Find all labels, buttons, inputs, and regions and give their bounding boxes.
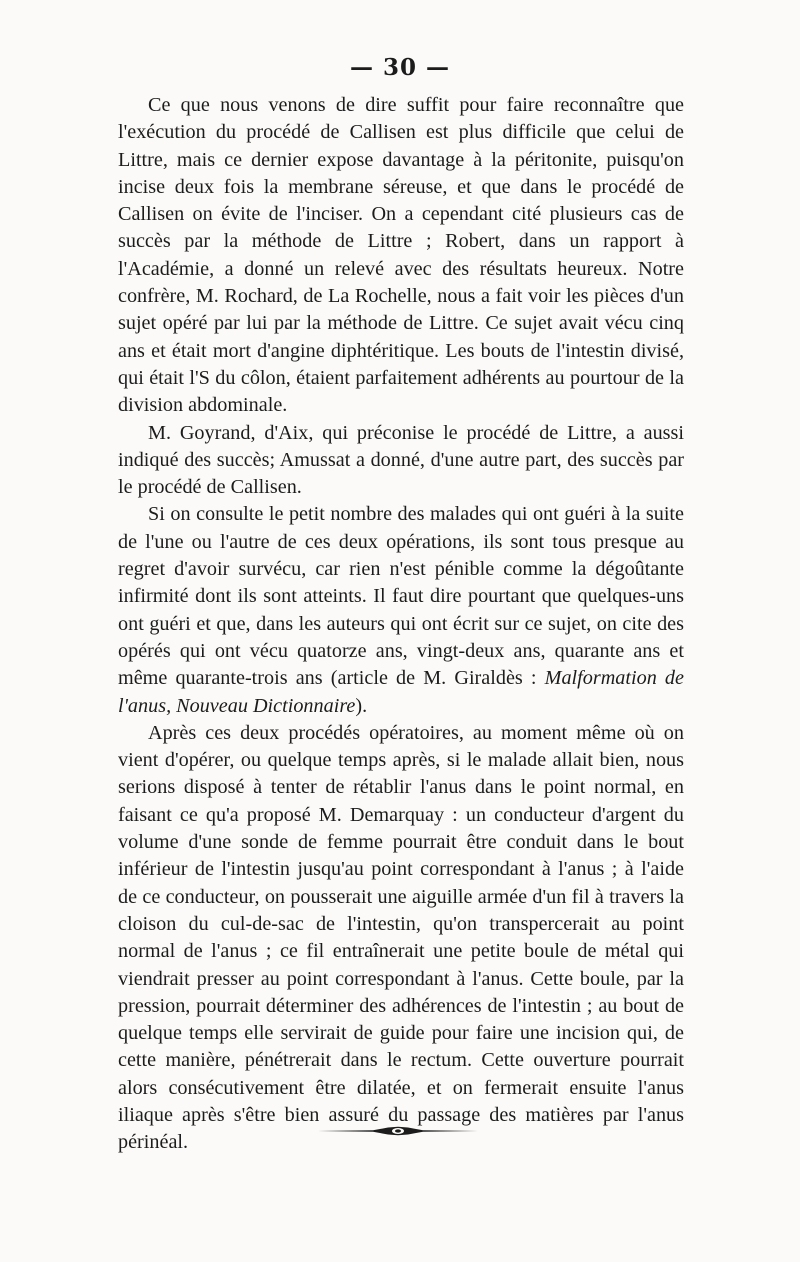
paragraph-3-text-before: Si on consulte le petit nombre des malades qui ont guéri à la suite de l'une ou l'autre de ces deux opérations, ils sont tous presque au regret d'avoir survécu, car rien n'est pénible comme la dégoûtante infirmité dont ils sont atteints. Il faut dire pourtant que quelques-uns ont guéri et que, dans les auteurs qui ont écrit sur ce sujet, on cite des opérés qui ont vécu quatorze ans, vingt-deux ans, quarante ans et même quarante-trois ans (article de M. Giraldès : — [118, 503, 684, 690]
paragraph-3-text-after: ). — [355, 694, 368, 717]
paragraph-1: Ce que nous venons de dire suffit pour faire reconnaître que l'exécution du procédé de Callisen est plus difficile que celui de Littre, mais ce dernier expose davantage à la péritonite, puisqu'on incise deux fois la membrane séreuse, et que dans le procédé de Callisen on évite de l'inciser. On a cependant cité plusieurs cas de succès par la méthode de Littre ; Robert, dans un rapport à l'Académie, a donné un relevé avec des résultats heureux. Notre confrère, M. Rochard, de La Rochelle, nous a fait voir les pièces d'un sujet opéré par lui par la méthode de Littre. Ce sujet avait vécu cinq ans et était mort d'angine diphtéritique. Les bouts de l'intestin divisé, qui était l'S du côlon, étaient parfaitement adhérents au pourtour de la division abdominale. — [118, 94, 684, 417]
end-ornament-icon — [318, 1125, 478, 1137]
paragraph-3-citation: Malformation de l'anus, Nouveau Dictionnaire — [118, 667, 684, 717]
paragraph-2: M. Goyrand, d'Aix, qui préconise le procédé de Littre, a aussi indiqué des succès; Amussat a donné, d'une autre part, des succès par le procédé de Callisen. — [118, 421, 684, 499]
page-number: — 30 — — [349, 54, 451, 81]
paragraph-3 — [118, 501, 684, 719]
body-text — [118, 92, 684, 1157]
paragraph-4: Après ces deux procédés opératoires, au moment même où on vient d'opérer, ou quelque temps après, si le malade allait bien, nous serions disposé à tenter de rétablir l'anus dans le point normal, en faisant ce qu'a proposé M. Demarquay : un conducteur d'argent du volume d'une sonde de femme pourrait être conduit dans le bout inférieur de l'intestin jusqu'au point correspondant à l'anus ; à l'aide de ce conducteur, on pousserait une aiguille armée d'un fil à travers la cloison du cul-de-sac de l'intestin, qu'on transpercerait au point normal de l'anus ; ce fil entraînerait une petite boule de métal qui viendrait presser au point correspondant à l'anus. Cette boule, par la pression, pourrait déterminer des adhérences de l'intestin ; au bout de quelque temps elle servirait de guide pour faire une incision qui, de cette manière, pénétrerait dans le rectum. Cette ouverture pourrait alors consécutivement être dilatée, et on fermerait ensuite l'anus iliaque après s'être bien assuré du passage des matières par l'anus périnéal. — [118, 721, 684, 1154]
